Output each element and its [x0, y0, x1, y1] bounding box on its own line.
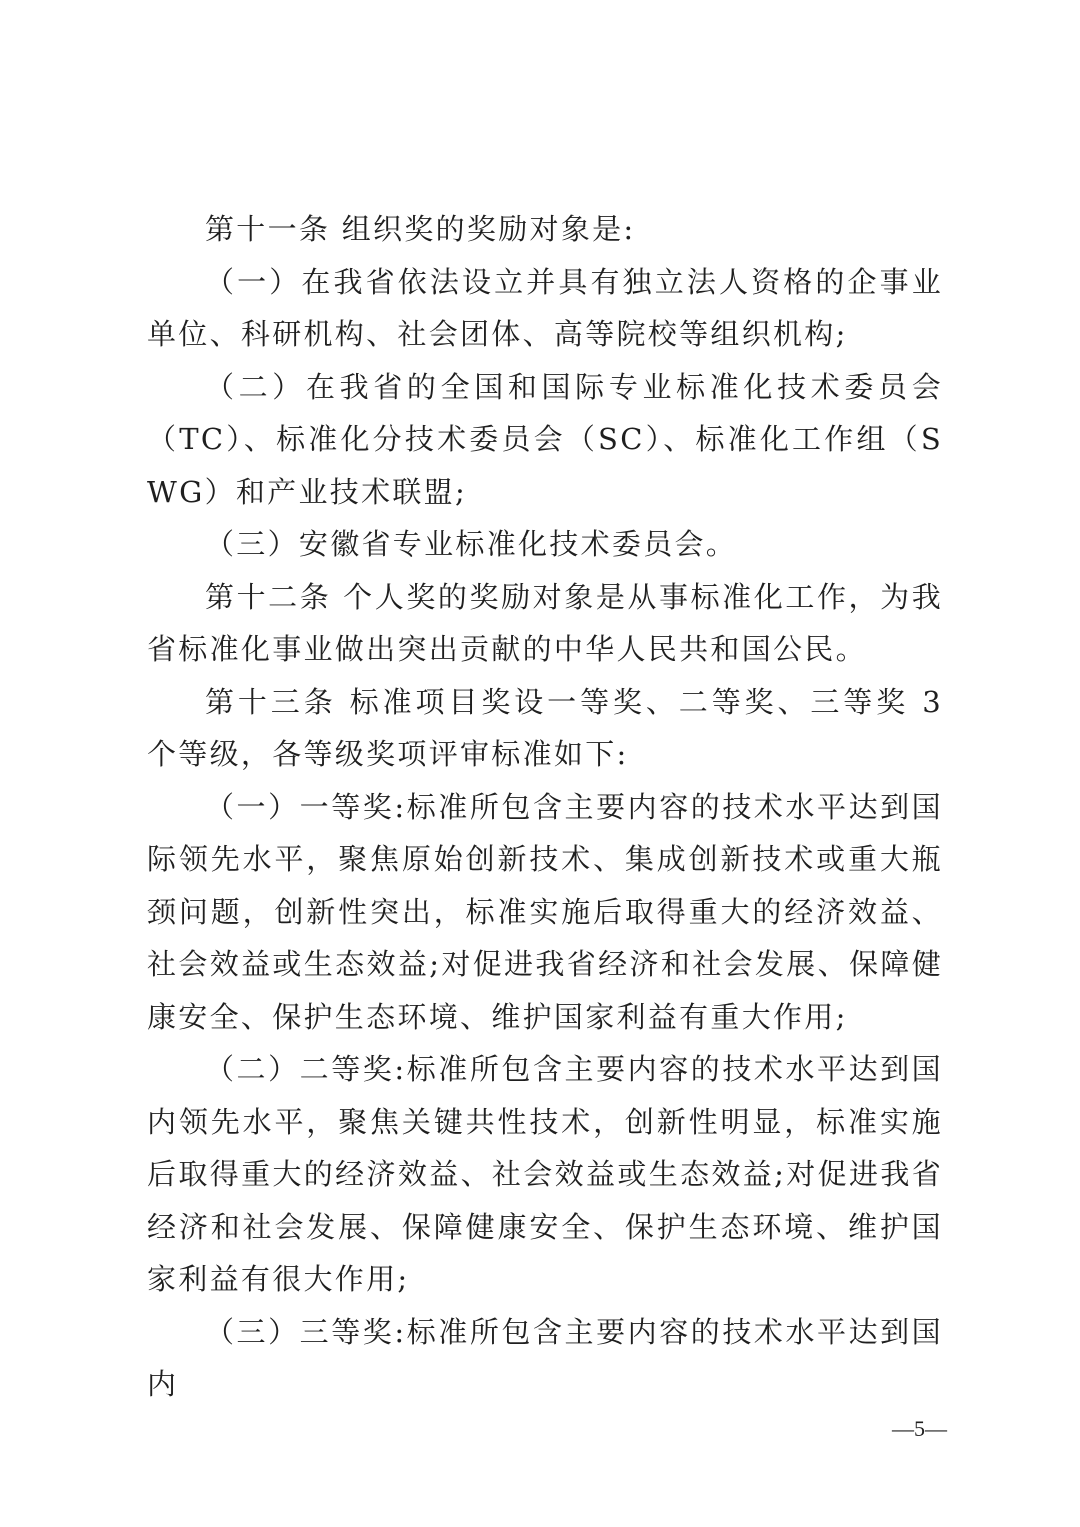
article-12: 第十二条 个人奖的奖励对象是从事标准化工作，为我省标准化事业做出突出贡献的中华人民共和国公民。: [147, 579, 943, 666]
article-13-first-prize: （一）一等奖:标准所包含主要内容的技术水平达到国际领先水平，聚焦原始创新技术、集成创新技术或重大瓶颈问题，创新性突出，标准实施后取得重大的经济效益、社会效益或生态效益;对促进我省经济和社会发展、保障健康安全、保护生态环境、维护国家利益有重大作用;: [147, 789, 943, 1034]
article-11-heading: 第十一条 组织奖的奖励对象是:: [205, 212, 636, 246]
article-13-heading: 第十三条 标准项目奖设一等奖、二等奖、三等奖 3 个等级，各等级奖项评审标准如下:: [147, 684, 943, 771]
article-11-item-1: （一）在我省依法设立并具有独立法人资格的企事业单位、科研机构、社会团体、高等院校等组织机构;: [147, 264, 943, 351]
article-13-third-prize: （三）三等奖:标准所包含主要内容的技术水平达到国内: [147, 1314, 943, 1401]
page-number: —5—: [892, 1416, 947, 1441]
document-body: [147, 203, 943, 1411]
article-11-item-3: （三）安徽省专业标准化技术委员会。: [205, 527, 738, 561]
article-11-item-2: （二）在我省的全国和国际专业标准化技术委员会（TC）、标准化分技术委员会（SC）、标准化工作组（SWG）和产业技术联盟;: [147, 369, 943, 509]
article-13-second-prize: （二）二等奖:标准所包含主要内容的技术水平达到国内领先水平，聚焦关键共性技术，创新性明显，标准实施后取得重大的经济效益、社会效益或生态效益;对促进我省经济和社会发展、保障健康安全、保护生态环境、维护国家利益有很大作用;: [147, 1052, 943, 1296]
